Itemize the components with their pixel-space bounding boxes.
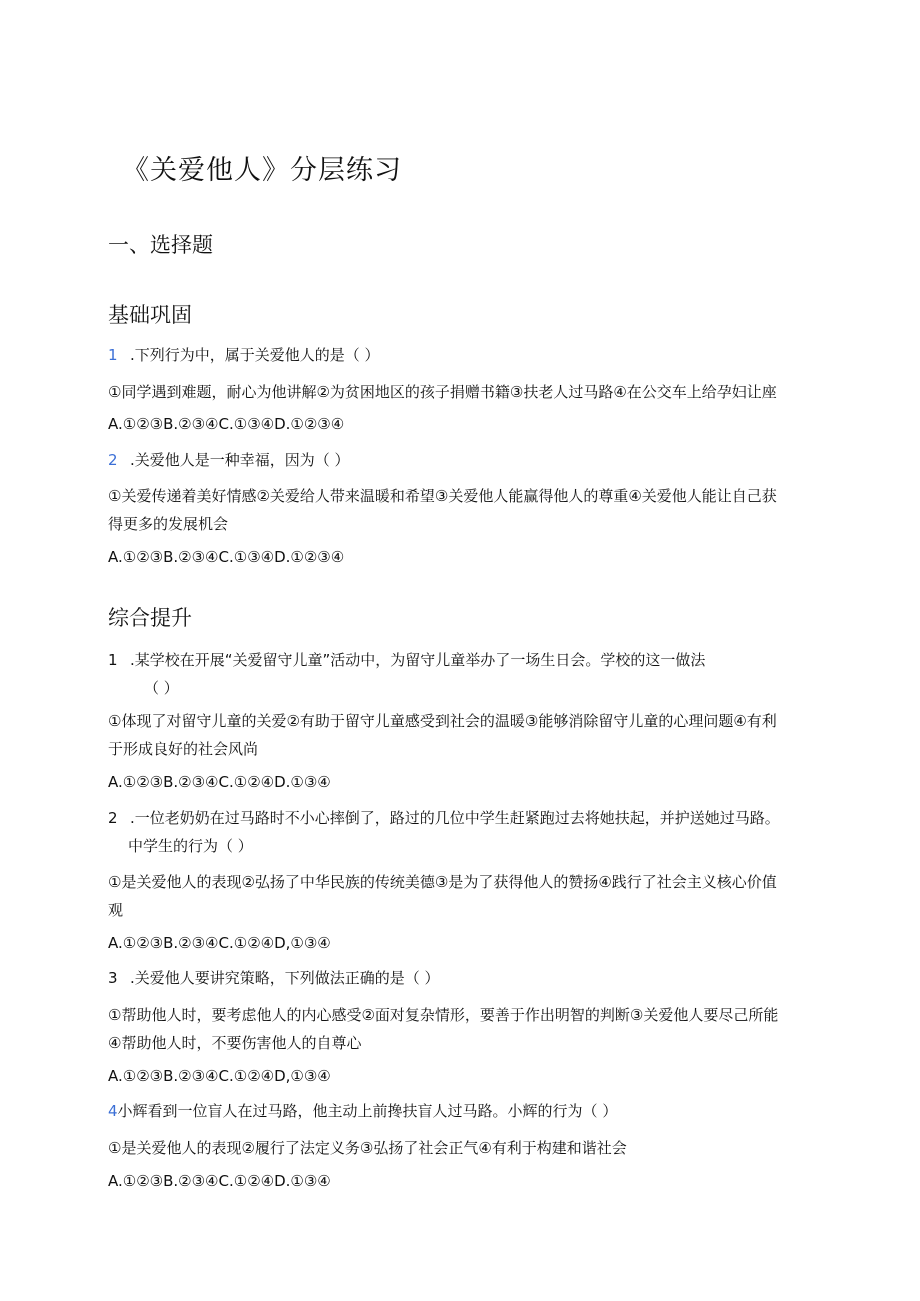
question-basic-1 xyxy=(108,340,380,370)
section-heading: 一、选择题 xyxy=(108,233,213,257)
question-advanced-1 xyxy=(108,645,705,675)
question-items-continued: 于形成良好的社会风尚 xyxy=(108,740,259,758)
question-stem: .某学校在开展“关爱留守儿童”活动中，为留守儿童举办了一场生日会。学校的这一做法 xyxy=(130,651,706,669)
page-title: 《关爱他人》分层练习 xyxy=(122,155,402,186)
question-items: ①体现了对留守儿童的关爱②有助于留守儿童感受到社会的温暖③能够消除留守儿童的心理问题④有利 xyxy=(108,712,777,730)
question-number: 3 xyxy=(108,969,118,987)
question-stem-continued: （ ） xyxy=(144,679,179,697)
question-stem: .下列行为中，属于关爱他人的是（ ） xyxy=(130,346,380,364)
question-options: A.①②③B.②③④C.①②④D.①③④ xyxy=(108,773,331,791)
question-items: ①是关爱他人的表现②弘扬了中华民族的传统美德③是为了获得他人的赞扬④践行了社会主义核心价值 xyxy=(108,873,777,891)
question-options: A.①②③B.②③④C.①②④D.①③④ xyxy=(108,1172,331,1190)
question-stem: .关爱他人是一种幸福，因为（ ） xyxy=(130,451,350,469)
question-number: 1 xyxy=(108,346,118,364)
question-items-continued: 观 xyxy=(108,901,124,919)
question-options: A.①②③B.②③④C.①②④D,①③④ xyxy=(108,1067,331,1085)
question-stem: 小辉看到一位盲人在过马路，他主动上前搀扶盲人过马路。小辉的行为（ ） xyxy=(117,1102,618,1120)
advanced-heading: 综合提升 xyxy=(108,606,192,630)
question-items-continued: ④帮助他人时，不要伤害他人的自尊心 xyxy=(108,1034,362,1052)
question-items: ①同学遇到难题，耐心为他讲解②为贫困地区的孩子捐赠书籍③扶老人过马路④在公交车上给孕妇让座 xyxy=(108,383,777,401)
question-number: 2 xyxy=(108,809,118,827)
question-stem-continued: 中学生的行为（ ） xyxy=(128,837,253,855)
question-items-continued: 得更多的发展机会 xyxy=(108,515,229,533)
question-stem: .一位老奶奶在过马路时不小心摔倒了，路过的几位中学生赶紧跑过去将她扶起，并护送她过马路。 xyxy=(130,809,780,827)
question-options: A.①②③B.②③④C.①③④D.①②③④ xyxy=(108,415,345,433)
question-stem: .关爱他人要讲究策略，下列做法正确的是（ ） xyxy=(130,969,440,987)
question-number: 2 xyxy=(108,451,118,469)
question-items: ①关爱传递着美好情感②关爱给人带来温暖和希望③关爱他人能赢得他人的尊重④关爱他人能让自己获 xyxy=(108,487,777,505)
question-advanced-2 xyxy=(108,803,780,833)
question-number: 1 xyxy=(108,651,118,669)
question-options: A.①②③B.②③④C.①③④D.①②③④ xyxy=(108,548,345,566)
question-options: A.①②③B.②③④C.①②④D,①③④ xyxy=(108,934,331,952)
question-items: ①是关爱他人的表现②履行了法定义务③弘扬了社会正气④有利于构建和谐社会 xyxy=(108,1139,627,1157)
question-advanced-3 xyxy=(108,963,440,993)
question-advanced-4 xyxy=(108,1096,617,1126)
question-items: ①帮助他人时，要考虑他人的内心感受②面对复杂情形，要善于作出明智的判断③关爱他人要尽己所能 xyxy=(108,1006,779,1024)
question-basic-2 xyxy=(108,445,350,475)
basic-heading: 基础巩固 xyxy=(108,303,192,327)
question-number: 4 xyxy=(108,1102,118,1120)
